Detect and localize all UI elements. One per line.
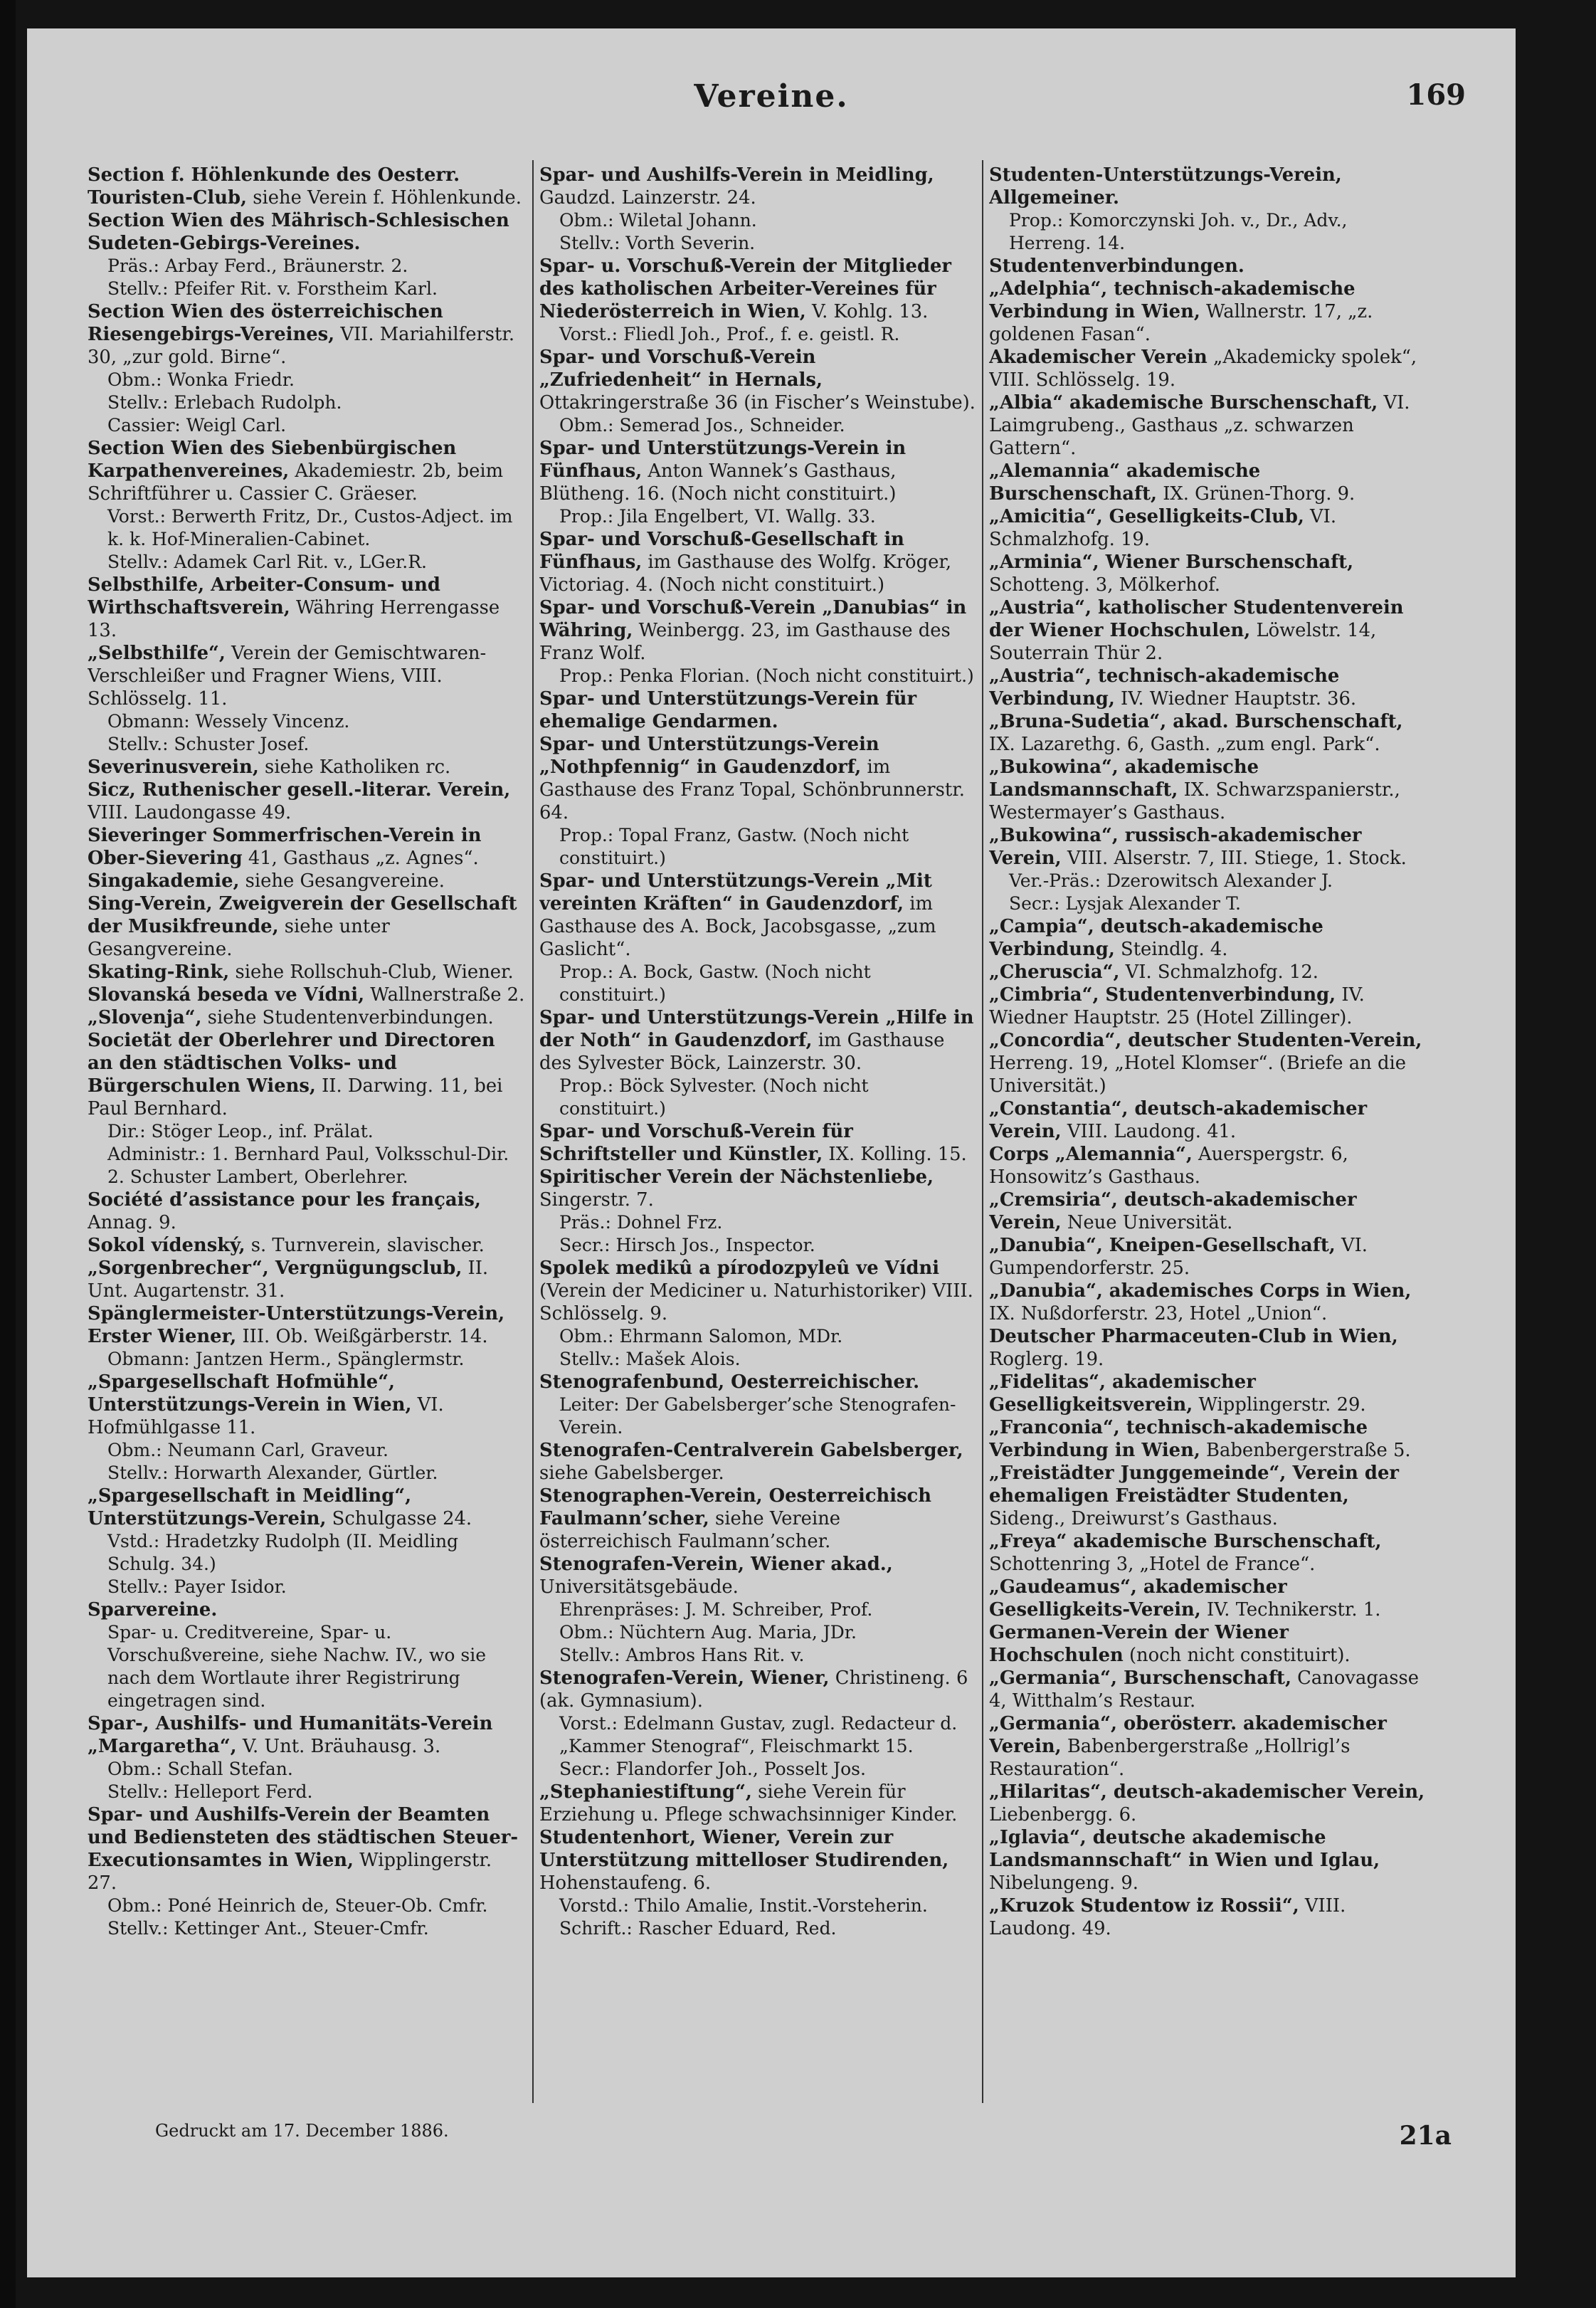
entry-address: siehe Gabelsberger. (539, 1463, 724, 1484)
entry-address: im Gasthause des Franz Topal, Schönbrunnerstr. 64. (539, 757, 965, 823)
entry-title: Corps „Alemannia“, (989, 1144, 1193, 1165)
entry-title: Skating-Rink, (88, 961, 230, 983)
directory-entry (989, 1576, 1427, 1621)
entry-address: Babenbergerstraße „Hollrigl’s Restauration“. (989, 1736, 1351, 1780)
entry-address: Universitätsgebäude. (539, 1576, 739, 1598)
entry-detail-line: Obm.: Schall Stefan. (107, 1759, 293, 1779)
directory-entry (88, 1302, 525, 1348)
directory-entry (989, 164, 1427, 209)
directory-entry (989, 1621, 1427, 1667)
entry-title: „Kruzok Studentow iz Rossii“, (989, 1895, 1299, 1917)
entry-address: Schotteng. 3, Mölkerhof. (989, 574, 1221, 596)
entry-title: „Franconia“, technisch-akademische Verbindung in Wien, (989, 1417, 1368, 1461)
print-date: Gedruckt am 17. December 1886. (155, 2121, 449, 2141)
entry-title: „Austria“, katholischer Studentenverein der Wiener Hochschulen, (989, 597, 1404, 641)
entry-detail-line: Stellv.: Horwarth Alexander, Gürtler. (107, 1463, 438, 1483)
entry-address: VI. Schmalzhofg. 19. (989, 506, 1337, 550)
entry-address: VI. Hofmühlgasse 11. (88, 1394, 444, 1438)
entry-title: „Germania“, Burschenschaft, (989, 1667, 1291, 1689)
directory-entry (989, 710, 1427, 756)
directory-entry (989, 984, 1427, 1029)
entry-title: Stenographen-Verein, Oesterreichisch Faulmann’scher, (539, 1485, 932, 1529)
directory-entry (88, 209, 525, 255)
entry-title: Spar- und Aushilfs-Verein der Beamten und Bediensteten des städtischen Steuer-Executionsamtes in Wien, (88, 1804, 519, 1871)
page-number: 169 (1406, 78, 1466, 112)
entry-detail-line: Obmann: Jantzen Herm., Spänglermstr. (107, 1349, 465, 1369)
directory-entry (539, 1371, 977, 1393)
entry-detail-line: Obm.: Ehrmann Salomon, MDr. (559, 1326, 843, 1347)
entry-title: Spar- u. Vorschuß-Verein der Mitglieder des katholischen Arbeiter-Vereines für Niederösterreich in Wien, (539, 255, 951, 322)
section-heading: Studentenverbindungen. (989, 255, 1244, 277)
directory-entry (989, 1097, 1427, 1143)
entry-address: V. Unt. Bräuhausg. 3. (242, 1736, 441, 1757)
entry-address: siehe Gesangvereine. (245, 870, 445, 892)
entry-address: Singerstr. 7. (539, 1189, 654, 1211)
directory-entry (989, 1143, 1427, 1189)
entry-title: Germanen-Verein der Wiener Hochschulen (989, 1622, 1289, 1666)
entry-detail-line: Secr.: Lysjak Alexander T. (1009, 893, 1241, 914)
entry-address: Liebenbergg. 6. (989, 1804, 1137, 1825)
entry-detail-line: Obm.: Wonka Friedr. (107, 369, 295, 390)
entry-detail-line: Vorst.: Berwerth Fritz, Dr., Custos-Adject. im k. k. Hof-Mineralien-Cabinet. (107, 506, 513, 549)
entry-title: Section f. Höhlenkunde des Oesterr. Touristen-Club, (88, 164, 460, 209)
entry-detail-line: Stellv.: Ambros Hans Rit. v. (559, 1645, 805, 1665)
entry-title: Singakademie, (88, 870, 240, 892)
entry-title: „Constantia“, deutsch-akademischer Verein, (989, 1098, 1368, 1142)
entry-title: „Hilaritas“, deutsch-akademischer Verein, (989, 1781, 1425, 1803)
directory-entry (539, 596, 977, 665)
entry-address: Annag. 9. (88, 1212, 176, 1233)
directory-entry (989, 551, 1427, 596)
entry-title: Spar- und Unterstützungs-Verein „Nothpfennig“ in Gaudenzdorf, (539, 734, 879, 778)
entry-title: Spänglermeister-Unterstützungs-Verein, Erster Wiener, (88, 1303, 505, 1347)
entry-address: im Gasthause des Sylvester Böck, Lainzerstr. 30. (539, 1030, 945, 1074)
entry-title: Spar- und Vorschuß-Verein „Zufriedenheit“ in Hernals, (539, 347, 823, 391)
directory-entry (88, 437, 525, 505)
column-divider (982, 160, 983, 2103)
directory-entry (539, 1667, 977, 1712)
entry-detail-line: Prop.: Böck Sylvester. (Noch nicht constituirt.) (559, 1075, 869, 1119)
entry-address: „Akademicky spolek“, VIII. Schlösselg. 19. (989, 347, 1417, 391)
column-middle (539, 164, 977, 2085)
entry-address: II. Unt. Augartenstr. 31. (88, 1258, 489, 1302)
entry-detail-line: Stellv.: Mašek Alois. (559, 1349, 741, 1369)
entry-address: 41, Gasthaus „z. Agnes“. (248, 848, 479, 869)
directory-entry (539, 870, 977, 961)
directory-entry (989, 1462, 1427, 1530)
entry-title: „Concordia“, deutscher Studenten-Verein, (989, 1030, 1422, 1051)
entry-address: IX. Kolling. 15. (828, 1144, 967, 1165)
entry-detail-line: Cassier: Weigl Carl. (107, 415, 287, 436)
directory-entry (88, 756, 525, 779)
entry-title: Section Wien des österreichischen Riesengebirgs-Vereines, (88, 301, 443, 345)
entry-address: Roglerg. 19. (989, 1349, 1104, 1370)
entry-title: Spar- und Unterstützungs-Verein „Hilfe in der Noth“ in Gaudenzdorf, (539, 1007, 974, 1051)
entry-address: Schulgasse 24. (332, 1508, 472, 1529)
entry-detail-line: Secr.: Flandorfer Joh., Posselt Jos. (559, 1759, 866, 1779)
entry-address: Neue Universität. (1067, 1212, 1233, 1233)
entry-detail-line: Administr.: 1. Bernhard Paul, Volksschul-Dir. 2. Schuster Lambert, Oberlehrer. (107, 1144, 509, 1187)
directory-entry (88, 779, 525, 824)
entry-address: im Gasthause des A. Bock, Jacobsgasse, „zum Gaslicht“. (539, 893, 936, 960)
entry-address: IV. Technikerstr. 1. (1206, 1599, 1381, 1621)
directory-entry (989, 1189, 1427, 1234)
entry-detail-line: Obm.: Poné Heinrich de, Steuer-Ob. Cmfr. (107, 1895, 488, 1916)
entry-title: „Cheruscia“, (989, 961, 1120, 983)
entry-detail-line: Prop.: Penka Florian. (Noch nicht constituirt.) (559, 665, 974, 686)
entry-detail-line: Vorst.: Edelmann Gustav, zugl. Redacteur d. „Kammer Stenograf“, Fleischmarkt 15. (559, 1713, 958, 1756)
entry-address: VI. Gumpendorferstr. 25. (989, 1235, 1368, 1279)
entry-detail-line: Prop.: Topal Franz, Gastw. (Noch nicht constituirt.) (559, 825, 909, 868)
directory-entry (989, 391, 1427, 460)
entry-address: s. Turnverein, slavischer. (250, 1235, 485, 1256)
entry-address: VI. Schmalzhofg. 12. (1125, 961, 1318, 983)
directory-entry (989, 1234, 1427, 1280)
entry-address: IV. Wiedner Hauptstr. 25 (Hotel Zillinger). (989, 984, 1365, 1028)
directory-entry (88, 1371, 525, 1439)
column-left (88, 164, 525, 2085)
entry-title: „Danubia“, akademisches Corps in Wien, (989, 1280, 1412, 1302)
directory-entry (989, 824, 1427, 870)
entry-address: siehe Verein für Erziehung u. Pflege schwachsinniger Kinder. (539, 1781, 958, 1825)
directory-entry (989, 1371, 1427, 1416)
directory-entry (88, 164, 525, 209)
entry-detail-line: Obm.: Neumann Carl, Graveur. (107, 1440, 389, 1460)
entry-title: Spolek medikû a pírodozpyleû ve Vídni (539, 1258, 940, 1279)
entry-detail-line: Leiter: Der Gabelsberger’sche Stenografen-Verein. (559, 1394, 956, 1438)
directory-entry (989, 915, 1427, 961)
entry-address: Weinbergg. 23, im Gasthause des Franz Wolf. (539, 620, 951, 664)
entry-address: siehe Vereine österreichisch Faulmann’scher. (539, 1508, 841, 1552)
entry-title: „Stephaniestiftung“, (539, 1781, 752, 1803)
entry-detail-line: Stellv.: Helleport Ferd. (107, 1781, 313, 1802)
entry-title: Section Wien des Mährisch-Schlesischen Sudeten-Gebirgs-Vereines. (88, 210, 509, 254)
directory-entry (88, 1029, 525, 1120)
directory-entry (989, 346, 1427, 391)
directory-entry (539, 255, 977, 323)
entry-address: (noch nicht constituirt). (1129, 1645, 1351, 1666)
directory-entry (88, 984, 525, 1006)
entry-title: Akademischer Verein (989, 347, 1207, 368)
entry-title: „Freya“ akademische Burschenschaft, (989, 1531, 1382, 1552)
entry-address: siehe Studentenverbindungen. (207, 1007, 494, 1028)
entry-title: Stenografen-Verein, Wiener akad., (539, 1554, 893, 1575)
directory-entry (88, 1234, 525, 1257)
entry-address: IX. Schwarzspanierstr., Westermayer’s Gasthaus. (989, 779, 1400, 823)
entry-address: VIII. Laudong. 49. (989, 1895, 1346, 1939)
entry-title: Sokol vídenský, (88, 1235, 245, 1256)
directory-entry (539, 1826, 977, 1895)
directory-entry (88, 1006, 525, 1029)
page-title: Vereine. (694, 78, 849, 115)
entry-title: „Selbsthilfe“, (88, 643, 226, 664)
entry-detail-line: Secr.: Hirsch Jos., Inspector. (559, 1235, 815, 1255)
entry-address: Löwelstr. 14, Souterrain Thür 2. (989, 620, 1377, 664)
entry-detail-line: Präs.: Arbay Ferd., Bräunerstr. 2. (107, 255, 408, 276)
directory-entry (989, 596, 1427, 665)
directory-entry (989, 756, 1427, 824)
entry-address: Hohenstaufeng. 6. (539, 1872, 712, 1894)
entry-address: im Gasthause des Wolfg. Kröger, Victoriag. 4. (Noch nicht constituirt.) (539, 552, 952, 596)
entry-detail-line: Spar- u. Creditvereine, Spar- u. Vorschußvereine, siehe Nachw. IV., wo sie nach dem Wortlaute ihrer Registrirung eingetragen sind. (107, 1622, 487, 1711)
entry-address: VI. Laimgrubeng., Gasthaus „z. schwarzen Gattern“. (989, 392, 1410, 459)
entry-title: „Bruna-Sudetia“, akad. Burschenschaft, (989, 711, 1403, 732)
entry-title: „Spargesellschaft Hofmühle“, Unterstützungs-Verein in Wien, (88, 1371, 412, 1416)
entry-address: Babenbergerstraße 5. (1206, 1440, 1411, 1461)
entry-title: Studenten-Unterstützungs-Verein, Allgemeiner. (989, 164, 1342, 209)
entry-title: Stenografen-Centralverein Gabelsberger, (539, 1440, 963, 1461)
directory-entry (88, 1598, 525, 1621)
directory-entry (88, 870, 525, 892)
entry-detail-line: Stellv.: Payer Isidor. (107, 1576, 287, 1597)
entry-title: „Arminia“, Wiener Burschenschaft, (989, 552, 1354, 573)
directory-entry (989, 1029, 1427, 1097)
entry-detail-line: Vorstd.: Thilo Amalie, Instit.-Vorsteherin. (559, 1895, 928, 1916)
entry-address: Gaudzd. Lainzerstr. 24. (539, 187, 756, 209)
entry-detail-line: Vorst.: Fliedl Joh., Prof., f. e. geistl. R. (559, 324, 900, 344)
entry-address: IV. Wiedner Hauptstr. 36. (1121, 688, 1357, 710)
entry-address: VIII. Alserstr. 7, III. Stiege, 1. Stock. (1067, 848, 1407, 869)
entry-address: VIII. Laudongasse 49. (88, 802, 292, 823)
page-header (27, 78, 1516, 142)
entry-title: Spar- und Vorschuß-Verein für Schriftsteller und Künstler, (539, 1121, 853, 1165)
entry-title: Studentenhort, Wiener, Verein zur Unterstützung mittelloser Studirenden, (539, 1827, 949, 1871)
entry-address: Christineng. 6 (ak. Gymnasium). (539, 1667, 968, 1712)
directory-entry (539, 528, 977, 596)
entry-title: Stenografen-Verein, Wiener, (539, 1667, 830, 1689)
directory-entry (539, 437, 977, 505)
entry-detail-line: Prop.: A. Bock, Gastw. (Noch nicht constituirt.) (559, 961, 871, 1005)
directory-entry (989, 1280, 1427, 1325)
entry-detail-line: Obm.: Wiletal Johann. (559, 210, 757, 231)
scan-edge (0, 0, 16, 2308)
entry-address: Schottenring 3, „Hotel de France“. (989, 1554, 1316, 1575)
entry-title: Spar- und Unterstützungs-Verein in Fünfhaus, (539, 438, 907, 482)
entry-title: „Bukowina“, russisch-akademischer Verein, (989, 825, 1362, 869)
directory-entry (989, 1530, 1427, 1576)
entry-detail-line: Stellv.: Adamek Carl Rit. v., LGer.R. (107, 552, 427, 572)
entry-title: Spar- und Unterstützungs-Verein für ehemalige Gendarmen. (539, 688, 917, 732)
entry-detail-line: Stellv.: Schuster Josef. (107, 734, 310, 754)
entry-detail-line: Präs.: Dohnel Frz. (559, 1212, 723, 1233)
entry-address: V. Kohlg. 13. (811, 301, 929, 322)
entry-detail-line: Prop.: Jila Engelbert, VI. Wallg. 33. (559, 506, 876, 527)
entry-title: Section Wien des Siebenbürgischen Karpathenvereines, (88, 438, 457, 482)
document-page (27, 28, 1516, 2277)
directory-entry (88, 574, 525, 642)
entry-address: IX. Lazarethg. 6, Gasth. „zum engl. Park“. (989, 734, 1380, 755)
entry-title: Deutscher Pharmaceuten-Club in Wien, (989, 1326, 1398, 1347)
directory-entry (989, 961, 1427, 984)
directory-entry (539, 1006, 977, 1075)
entry-title: „Slovenja“, (88, 1007, 202, 1028)
entry-address: Anton Wannek’s Gasthaus, Blütheng. 16. (Noch nicht constituirt.) (539, 460, 897, 505)
directory-entry (88, 1712, 525, 1758)
directory-entry (539, 733, 977, 824)
entry-title: „Freistädter Junggemeinde“, Verein der ehemaligen Freistädter Studenten, (989, 1463, 1399, 1507)
entry-address: VIII. Laudong. 41. (1067, 1121, 1237, 1142)
entry-title: „Bukowina“, akademische Landsmannschaft, (989, 757, 1259, 801)
entry-detail-line: Ver.-Präs.: Dzerowitsch Alexander J. (1009, 870, 1333, 891)
entry-title: Spar-, Aushilfs- und Humanitäts-Verein „Margaretha“, (88, 1713, 493, 1757)
directory-entry (88, 1257, 525, 1302)
entry-title: „Cremsiria“, deutsch-akademischer Verein, (989, 1189, 1357, 1233)
entry-address: Wipplingerstr. 27. (88, 1850, 492, 1894)
entry-title: „Germania“, oberösterr. akademischer Verein, (989, 1713, 1387, 1757)
directory-entry (989, 278, 1427, 346)
directory-entry (539, 1166, 977, 1211)
entry-title: „Amicitia“, Geselligkeits-Club, (989, 506, 1304, 527)
entry-title: Spar- und Vorschuß-Verein „Danubias“ in Währing, (539, 597, 967, 641)
entry-title: „Iglavia“, deutsche akademische Landsmannschaft“ in Wien und Iglau, (989, 1827, 1380, 1871)
directory-entry (539, 687, 977, 733)
entry-detail-line: Obmann: Wessely Vincenz. (107, 711, 350, 732)
directory-entry (88, 1803, 525, 1895)
directory-entry (88, 892, 525, 961)
entry-title: „Adelphia“, technisch-akademische Verbindung in Wien, (989, 278, 1355, 322)
entry-address: siehe Katholiken rc. (265, 757, 451, 778)
entry-title: Sicz, Ruthenischer gesell.-literar. Verein, (88, 779, 511, 801)
entry-title: Severinusverein, (88, 757, 259, 778)
directory-entry (539, 1439, 977, 1485)
entry-title: „Campia“, deutsch-akademische Verbindung, (989, 916, 1323, 960)
entry-address: Wallnerstr. 17, „z. goldenen Fasan“. (989, 301, 1373, 345)
directory-entry (88, 642, 525, 710)
entry-detail-line: Stellv.: Erlebach Rudolph. (107, 392, 342, 413)
entry-address: VII. Mariahilferstr. 30, „zur gold. Birne“. (88, 324, 515, 368)
entry-title: Spiritischer Verein der Nächstenliebe, (539, 1166, 934, 1188)
entry-address: Canovagasse 4, Witthalm’s Restaur. (989, 1667, 1420, 1712)
directory-entry (539, 164, 977, 209)
directory-entry (88, 1485, 525, 1530)
directory-entry (989, 505, 1427, 551)
entry-address: siehe unter Gesangvereine. (88, 916, 390, 960)
entry-title: Sparvereine. (88, 1599, 218, 1621)
directory-entry (88, 300, 525, 369)
entry-address: IX. Nußdorferstr. 23, Hotel „Union“. (989, 1303, 1328, 1324)
entry-detail-line: Dir.: Stöger Leop., inf. Prälat. (107, 1121, 374, 1142)
entry-address: Auerspergstr. 6, Honsowitz’s Gasthaus. (989, 1144, 1348, 1188)
directory-entry (989, 1667, 1427, 1712)
column-divider (532, 160, 534, 2103)
directory-entry (989, 460, 1427, 505)
entry-title: Sieveringer Sommerfrischen-Verein in Ober-Sievering (88, 825, 482, 869)
entry-title: Stenografenbund, Oesterreichischer. (539, 1371, 920, 1393)
entry-title: Slovanská beseda ve Vídni, (88, 984, 365, 1006)
directory-entry (88, 824, 525, 870)
entry-address: siehe Rollschuh-Club, Wiener. (235, 961, 514, 983)
entry-detail-line: Stellv.: Vorth Severin. (559, 233, 756, 253)
entry-address: Herreng. 19, „Hotel Klomser“. (Briefe an die Universität.) (989, 1053, 1406, 1097)
entry-title: „Cimbria“, Studentenverbindung, (989, 984, 1336, 1006)
entry-title: „Alemannia“ akademische Burschenschaft, (989, 460, 1261, 505)
entry-detail-line: Schrift.: Rascher Eduard, Red. (559, 1918, 837, 1939)
directory-entry (989, 665, 1427, 710)
page-footer (27, 2121, 1516, 2164)
entry-detail-line: Prop.: Komorczynski Joh. v., Dr., Adv., Herreng. 14. (1009, 210, 1348, 253)
entry-address: Wallnerstraße 2. (370, 984, 525, 1006)
entry-detail-line: Obm.: Semerad Jos., Schneider. (559, 415, 845, 436)
entry-title: Societät der Oberlehrer und Directoren an den städtischen Volks- und Bürgerschulen Wiens, (88, 1030, 495, 1097)
entry-address: Währing Herrengasse 13. (88, 597, 500, 641)
entry-title: „Spargesellschaft in Meidling“, Unterstützungs-Verein, (88, 1485, 412, 1529)
entry-address: II. Darwing. 11, bei Paul Bernhard. (88, 1075, 503, 1119)
entry-address: IX. Grünen-Thorg. 9. (1163, 483, 1355, 505)
directory-entry (539, 1553, 977, 1598)
entry-address: Wipplingerstr. 29. (1198, 1394, 1366, 1416)
entry-title: „Albia“ akademische Burschenschaft, (989, 392, 1378, 413)
entry-address: (Verein der Mediciner u. Naturhistoriker) VIII. Schlösselg. 9. (539, 1280, 973, 1324)
entry-address: Ottakringerstraße 36 (in Fischer’s Weinstube). (539, 392, 976, 413)
directory-entry (539, 1120, 977, 1166)
directory-entry (539, 1485, 977, 1553)
directory-entry (989, 1781, 1427, 1826)
entry-title: Spar- und Vorschuß-Gesellschaft in Fünfhaus, (539, 529, 904, 573)
entry-address: siehe Verein f. Höhlenkunde. (253, 187, 522, 209)
entry-detail-line: Vstd.: Hradetzky Rudolph (II. Meidling Schulg. 34.) (107, 1531, 459, 1574)
directory-entry (989, 1712, 1427, 1781)
directory-entry (88, 1189, 525, 1234)
entry-address: Sideng., Dreiwurst’s Gasthaus. (989, 1508, 1278, 1529)
entry-title: „Danubia“, Kneipen-Gesellschaft, (989, 1235, 1336, 1256)
directory-entry (539, 1781, 977, 1826)
directory-entry (88, 961, 525, 984)
entry-title: „Fidelitas“, akademischer Geselligkeitsverein, (989, 1371, 1256, 1416)
directory-entry (539, 346, 977, 414)
entry-address: Steindlg. 4. (1121, 939, 1228, 960)
directory-entry (989, 1325, 1427, 1371)
column-right (989, 164, 1427, 2085)
entry-address: Verein der Gemischtwaren-Verschleißer und Fragner Wiens, VIII. Schlösselg. 11. (88, 643, 487, 710)
entry-address: Nibelungeng. 9. (989, 1872, 1139, 1894)
entry-detail-line: Stellv.: Kettinger Ant., Steuer-Cmfr. (107, 1918, 429, 1939)
entry-title: Selbsthilfe, Arbeiter-Consum- und Wirthschaftsverein, (88, 574, 440, 618)
entry-title: Sing-Verein, Zweigverein der Gesellschaft der Musikfreunde, (88, 893, 517, 937)
directory-entry (989, 1826, 1427, 1895)
entry-detail-line: Stellv.: Pfeifer Rit. v. Forstheim Karl. (107, 278, 438, 299)
entry-title: „Austria“, technisch-akademische Verbindung, (989, 665, 1340, 710)
entry-title: Spar- und Aushilfs-Verein in Meidling, (539, 164, 934, 186)
sheet-signature: 21a (1399, 2121, 1452, 2151)
directory-entry (989, 1895, 1427, 1940)
entry-detail-line: Ehrenpräses: J. M. Schreiber, Prof. (559, 1599, 873, 1620)
directory-entry (539, 1257, 977, 1325)
entry-address: III. Ob. Weißgärberstr. 14. (242, 1326, 488, 1347)
entry-title: Spar- und Unterstützungs-Verein „Mit vereinten Kräften“ in Gaudenzdorf, (539, 870, 932, 915)
entry-detail-line: Obm.: Nüchtern Aug. Maria, JDr. (559, 1622, 857, 1643)
directory-entry (989, 1416, 1427, 1462)
entry-title: „Gaudeamus“, akademischer Geselligkeits-Verein, (989, 1576, 1287, 1621)
entry-title: „Sorgenbrecher“, Vergnügungsclub, (88, 1258, 463, 1279)
entry-title: Société d’assistance pour les français, (88, 1189, 481, 1211)
entry-address: Akademiestr. 2b, beim Schriftführer u. Cassier C. Gräeser. (88, 460, 504, 505)
